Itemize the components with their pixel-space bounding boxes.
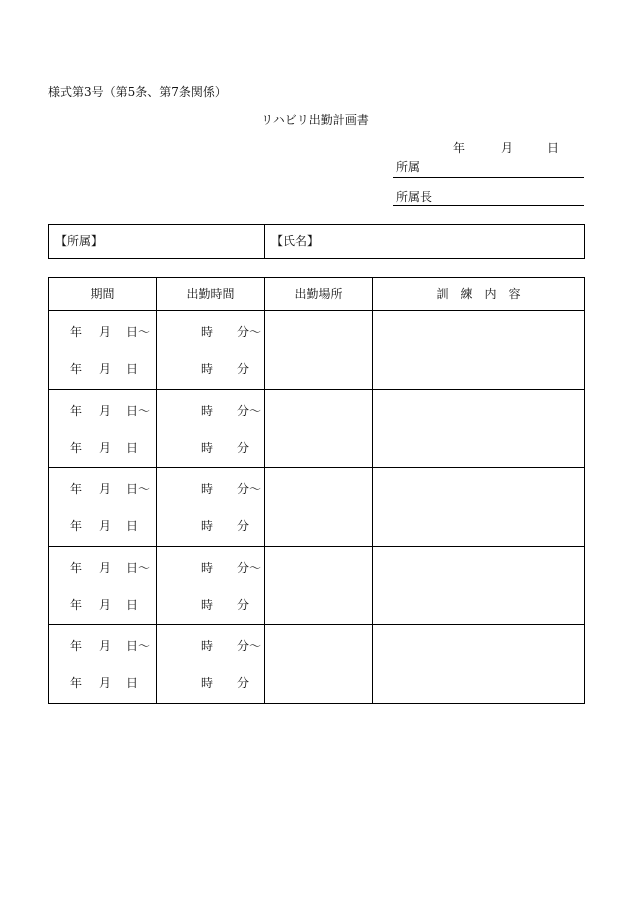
header-work-time: 出勤時間 — [157, 278, 265, 311]
work-place-cell — [265, 625, 373, 704]
period-end-month: 月 — [99, 676, 112, 691]
period-start-month: 月 — [99, 639, 112, 654]
time-start-minute: 分〜 — [237, 403, 262, 418]
time-start-minute: 分〜 — [237, 639, 262, 654]
info-affiliation-label: 【所属】 — [55, 234, 104, 248]
period-end-month: 月 — [99, 597, 112, 612]
time-start-minute: 分〜 — [237, 325, 262, 339]
date-year-label: 年 — [453, 141, 466, 155]
affiliation-label: 所属 — [396, 160, 421, 174]
period-end-day: 日 — [126, 362, 139, 376]
period-end-day: 日 — [126, 676, 139, 691]
time-end-hour: 時 — [201, 362, 214, 376]
time-start-hour: 時 — [201, 560, 214, 575]
period-cell — [49, 547, 157, 626]
work-time-cell — [157, 390, 265, 469]
work-place-cell — [265, 311, 373, 390]
period-start-year: 年 — [70, 639, 83, 654]
time-start-hour: 時 — [201, 639, 214, 654]
work-time-cell — [157, 311, 265, 390]
period-end-month: 月 — [99, 440, 112, 455]
info-name-label: 【氏名】 — [271, 234, 320, 248]
work-time-cell — [157, 468, 265, 547]
training-content-cell — [373, 625, 585, 704]
schedule-table — [48, 277, 585, 704]
period-start-day: 日〜 — [126, 639, 151, 654]
training-content-cell — [373, 311, 585, 390]
date-day-label: 日 — [547, 141, 560, 155]
period-start-month: 月 — [99, 325, 112, 339]
header-training-content: 訓 練 内 容 — [373, 278, 585, 311]
time-start-hour: 時 — [201, 325, 214, 339]
period-cell — [49, 311, 157, 390]
period-end-day: 日 — [126, 519, 139, 534]
work-place-cell — [265, 547, 373, 626]
work-place-cell — [265, 390, 373, 469]
info-box — [48, 224, 585, 259]
period-start-year: 年 — [70, 560, 83, 575]
department-head-label: 所属長 — [396, 190, 433, 204]
period-start-month: 月 — [99, 403, 112, 418]
time-start-minute: 分〜 — [237, 560, 262, 575]
period-start-month: 月 — [99, 482, 112, 497]
document-title: リハビリ出勤計画書 — [261, 113, 369, 127]
period-cell — [49, 468, 157, 547]
time-end-hour: 時 — [201, 597, 214, 612]
header-work-place: 出勤場所 — [265, 278, 373, 311]
time-end-hour: 時 — [201, 676, 214, 691]
time-end-minute: 分 — [237, 362, 250, 376]
period-end-month: 月 — [99, 362, 112, 376]
time-end-hour: 時 — [201, 519, 214, 534]
period-start-month: 月 — [99, 560, 112, 575]
time-end-minute: 分 — [237, 676, 250, 691]
time-end-minute: 分 — [237, 440, 250, 455]
time-end-hour: 時 — [201, 440, 214, 455]
time-start-hour: 時 — [201, 403, 214, 418]
time-start-hour: 時 — [201, 482, 214, 497]
period-start-day: 日〜 — [126, 560, 151, 575]
training-content-cell — [373, 468, 585, 547]
period-start-year: 年 — [70, 482, 83, 497]
period-start-day: 日〜 — [126, 482, 151, 497]
period-start-year: 年 — [70, 325, 83, 339]
period-end-month: 月 — [99, 519, 112, 534]
period-start-day: 日〜 — [126, 403, 151, 418]
period-end-day: 日 — [126, 597, 139, 612]
period-end-year: 年 — [70, 519, 83, 534]
period-cell — [49, 625, 157, 704]
training-content-cell — [373, 547, 585, 626]
time-start-minute: 分〜 — [237, 482, 262, 497]
work-place-cell — [265, 468, 373, 547]
period-end-year: 年 — [70, 440, 83, 455]
info-box-divider — [264, 225, 265, 258]
date-month-label: 月 — [501, 141, 514, 155]
form-number: 様式第3号（第5条、第7条関係） — [48, 85, 227, 99]
period-end-year: 年 — [70, 362, 83, 376]
period-start-year: 年 — [70, 403, 83, 418]
time-end-minute: 分 — [237, 519, 250, 534]
time-end-minute: 分 — [237, 597, 250, 612]
period-end-year: 年 — [70, 676, 83, 691]
header-period: 期間 — [49, 278, 157, 311]
work-time-cell — [157, 547, 265, 626]
period-end-day: 日 — [126, 440, 139, 455]
period-cell — [49, 390, 157, 469]
period-start-day: 日〜 — [126, 325, 151, 339]
affiliation-underline — [393, 177, 584, 178]
training-content-cell — [373, 390, 585, 469]
work-time-cell — [157, 625, 265, 704]
department-head-underline — [393, 205, 584, 206]
period-end-year: 年 — [70, 597, 83, 612]
